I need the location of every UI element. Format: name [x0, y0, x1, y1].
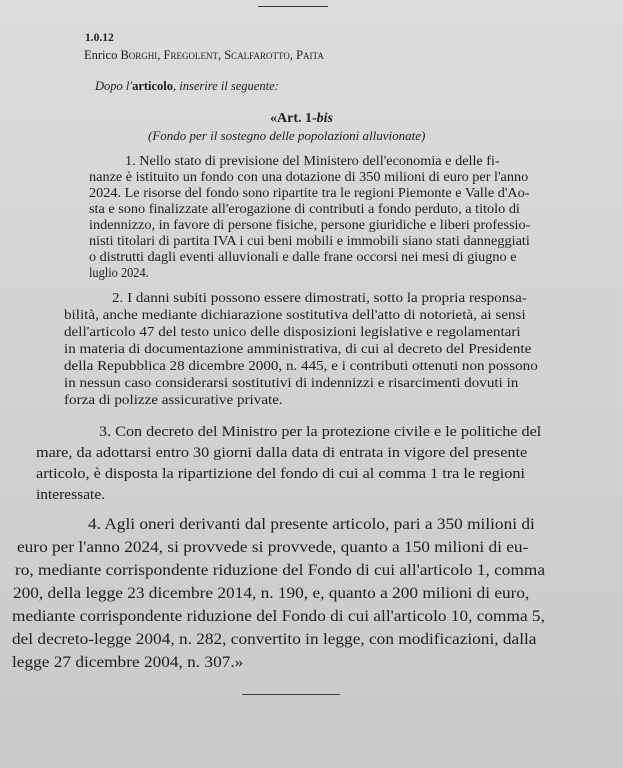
- paragraph-4-line: legge 27 dicembre 2004, n. 307.»: [12, 654, 244, 671]
- article-title-prefix: «Art. 1-: [270, 111, 317, 126]
- instruction-after: , inserire il seguente:: [173, 79, 279, 93]
- paragraph-4-line: mediante corrispondente riduzione del Fondo di cui all'articolo 10, comma 5,: [12, 608, 545, 625]
- instruction-before: Dopo l': [95, 79, 133, 93]
- paragraph-1-line: indennizzo, in favore di persone fisiche, persone giuridiche e liberi professio-: [89, 217, 531, 232]
- instruction-word: articolo: [132, 79, 174, 93]
- paragraph-3-line: articolo, è disposta la ripartizione del fondo di cui al comma 1 tra le regioni: [36, 466, 526, 482]
- article-subtitle: (Fondo per il sostegno delle popolazioni alluvionate): [148, 128, 426, 143]
- paragraph-4-line: ro, mediante corrispondente riduzione del Fondo di cui all'articolo 1, comma: [15, 562, 546, 579]
- paragraph-4-line: 4. Agli oneri derivanti dal presente articolo, pari a 350 milioni di: [88, 516, 535, 533]
- paragraph-1-line: nisti titolari di partita IVA i cui beni mobili e immobili siano stati danneggiati: [89, 233, 530, 248]
- article-title-suffix: bis: [316, 111, 333, 126]
- author-first-name: Enrico: [84, 48, 118, 62]
- paragraph-2-line: bilità, anche mediante dichiarazione sostitutiva dell'atto di notorietà, ai sensi: [64, 308, 526, 323]
- paragraph-4-line: 200, della legge 23 dicembre 2014, n. 190, e, quanto a 200 milioni di euro,: [13, 585, 530, 602]
- paragraph-2-line: della Repubblica 28 dicembre 2000, n. 445, e i contributi ottenuti non possono: [64, 359, 538, 374]
- paragraph-2-line: forza di polizze assicurative private.: [64, 393, 283, 408]
- paragraph-2-line: in nessun caso considerarsi sostitutivi di indennizzi e risarcimenti dovuti in: [64, 376, 519, 391]
- paragraph-3-line: mare, da adottarsi entro 30 giorni dalla data di entrata in vigore del presente: [36, 445, 528, 461]
- paragraph-4-line: del decreto-legge 2004, n. 282, convertito in legge, con modificazioni, dalla: [12, 631, 537, 648]
- paragraph-2-line: in materia di documentazione amministrativa, di cui al decreto del Presidente: [64, 342, 532, 357]
- bottom-rule: [242, 694, 340, 695]
- paragraph-1-line: sta e sono finalizzate all'erogazione di contributi a fondo perduto, a titolo di: [89, 201, 520, 216]
- paragraph-3-line: interessate.: [36, 487, 106, 503]
- author-surnames: Borghi, Fregolent, Scalfarotto, Paita: [120, 48, 324, 62]
- paragraph-3-line: 3. Con decreto del Ministro per la protezione civile e le politiche del: [99, 424, 542, 440]
- amendment-code: 1.0.12: [85, 32, 114, 44]
- paragraph-1-line: 2024. Le risorse del fondo sono ripartite tra le regioni Piemonte e Valle d'Ao-: [89, 185, 530, 200]
- paragraph-1-line: luglio 2024.: [89, 265, 149, 280]
- paragraph-4-line: euro per l'anno 2024, si provvede si provvede, quanto a 150 milioni di eu-: [17, 539, 529, 556]
- paragraph-2-line: dell'articolo 47 del testo unico delle disposizioni legislative e regolamentari: [64, 325, 521, 340]
- paragraph-1-line: 1. Nello stato di previsione del Ministero dell'economia e delle fi-: [125, 153, 500, 168]
- paragraph-2-line: 2. I danni subiti possono essere dimostrati, sotto la propria responsa-: [112, 291, 527, 306]
- paragraph-1-line: o distrutti dagli eventi alluvionali e dalle frane occorsi nei mesi di giugno e: [89, 249, 517, 264]
- paragraph-1-line: nanze è istituito un fondo con una dotazione di 350 milioni di euro per l'anno: [89, 169, 529, 184]
